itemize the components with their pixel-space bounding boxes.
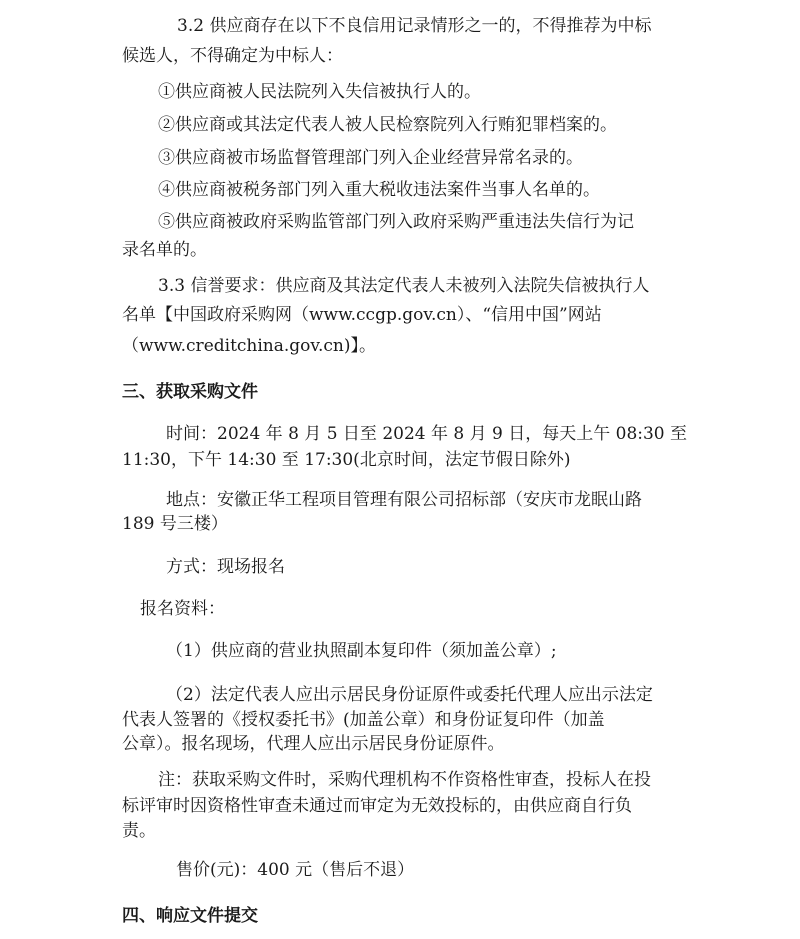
sec33-line1: 3.3 信誉要求：供应商及其法定代表人未被列入法院失信被执行人 [158,276,650,296]
price-line: 售价(元)：400 元（售后不退） [176,860,415,880]
sec32-item-5-cont: 录名单的。 [122,240,207,260]
section-3-heading: 三、获取采购文件 [122,382,258,402]
note-line2: 标评审时因资格性审查未通过而审定为无效投标的，由供应商自行负 [122,796,632,816]
material-2-line2: 代表人签署的《授权委托书》(加盖公章）和身份证复印件（加盖 [122,710,605,730]
sec33-line2: 名单【中国政府采购网（www.ccgp.gov.cn）、“信用中国”网站 [122,305,602,325]
location-line1: 地点：安徽正华工程项目管理有限公司招标部（安庆市龙眠山路 [166,490,642,510]
time-line1: 时间：2024 年 8 月 5 日至 2024 年 8 月 9 日，每天上午 08:30 至 [166,424,688,444]
sec32-item-4: ④供应商被税务部门列入重大税收违法案件当事人名单的。 [158,180,600,200]
time-line2: 11:30，下午 14:30 至 17:30(北京时间，法定节假日除外) [122,450,571,470]
method-line: 方式：现场报名 [166,557,285,577]
sec32-item-5: ⑤供应商被政府采购监管部门列入政府采购严重违法失信行为记 [158,212,634,232]
note-line3: 责。 [122,821,156,841]
material-1: （1）供应商的营业执照副本复印件（须加盖公章）; [166,641,557,661]
sec32-item-3: ③供应商被市场监督管理部门列入企业经营异常名录的。 [158,148,583,168]
material-2-line3: 公章）。报名现场，代理人应出示居民身份证原件。 [122,734,505,754]
sec32-item-2: ②供应商或其法定代表人被人民检察院列入行贿犯罪档案的。 [158,115,617,135]
materials-label: 报名资料： [140,599,225,619]
note-line1: 注：获取采购文件时，采购代理机构不作资格性审查，投标人在投 [158,770,651,790]
section-4-heading: 四、响应文件提交 [122,906,258,926]
sec32-item-1: ①供应商被人民法院列入失信被执行人的。 [158,82,481,102]
sec33-line3: （www.creditchina.gov.cn)】。 [122,336,377,356]
material-2-line1: （2）法定代表人应出示居民身份证原件或委托代理人应出示法定 [166,685,653,705]
sec32-line1: 3.2 供应商存在以下不良信用记录情形之一的，不得推荐为中标 [177,16,652,36]
sec32-line2: 候选人，不得确定为中标人： [122,46,343,66]
location-line2: 189 号三楼） [122,514,228,534]
